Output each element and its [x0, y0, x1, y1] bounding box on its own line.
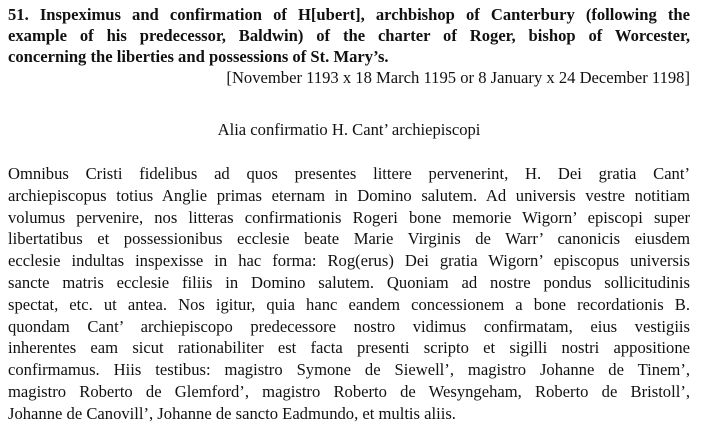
text-line: Omnibus Cristi fidelibus ad quos presentes littere pervenerint, H. Dei gratia Cant’ [8, 164, 690, 183]
charter-heading [8, 4, 690, 67]
text-line: confirmamus. Hiis testibus: magistro Symone de Siewell’, magistro Johanne de Tinem’, [8, 360, 690, 380]
heading-line: 51. Inspeximus and confirmation of H[ubert], archbishop of Canterbury (following the [8, 5, 690, 24]
heading-line: example of his predecessor, Baldwin) of the charter of Roger, bishop of Worcester, [8, 26, 690, 45]
text-line: libertatibus et possessionibus ecclesie beate Marie Virginis de Warr’ canonicis eiusdem [8, 229, 690, 249]
text-line: spectat, etc. ut antea. Nos igitur, quia hanc eandem concessionem a bone recordationis B. [8, 294, 690, 314]
charter-text [8, 163, 690, 425]
text-line: ecclesie indultas inspexisse in hac forma: Rog(erus) Dei gratia Wigorn’ episcopus universis [8, 251, 690, 271]
text-line: Johanne de Canovill’, Johanne de sancto Eadmundo, et multis aliis. [8, 403, 456, 423]
heading-line: concerning the liberties and possessions of St. Mary’s. [8, 47, 389, 66]
text-line: quondam Cant’ archiepiscopo predecessore nostro vidimus confirmatam, eius vestigiis [8, 316, 690, 336]
text-line: sancte matris ecclesie filiis in Domino salutem. Quoniam ad nostre pondus sollicitudinis [8, 272, 690, 292]
charter-dating: [November 1193 x 18 March 1195 or 8 January x 24 December 1198] [226, 68, 690, 87]
text-line: archiepiscopus totius Anglie primas eternam in Domino salutem. Ad universis vestre notitiam [8, 185, 690, 205]
text-line: inherentes eam sicut rationabiliter est facta presenti scripto et sigilli nostri appositione [8, 338, 690, 358]
charter-rubric: Alia confirmatio H. Cant’ archiepiscopi [217, 120, 481, 139]
document-page [8, 4, 690, 423]
text-line: volumus pervenire, nos litteras confirmationis Rogeri bone memorie Wigorn’ episcopi super [8, 207, 690, 227]
text-line: magistro Roberto de Glemford’, magistro Roberto de Wesyngeham, Roberto de Bristoll’, [8, 381, 690, 401]
